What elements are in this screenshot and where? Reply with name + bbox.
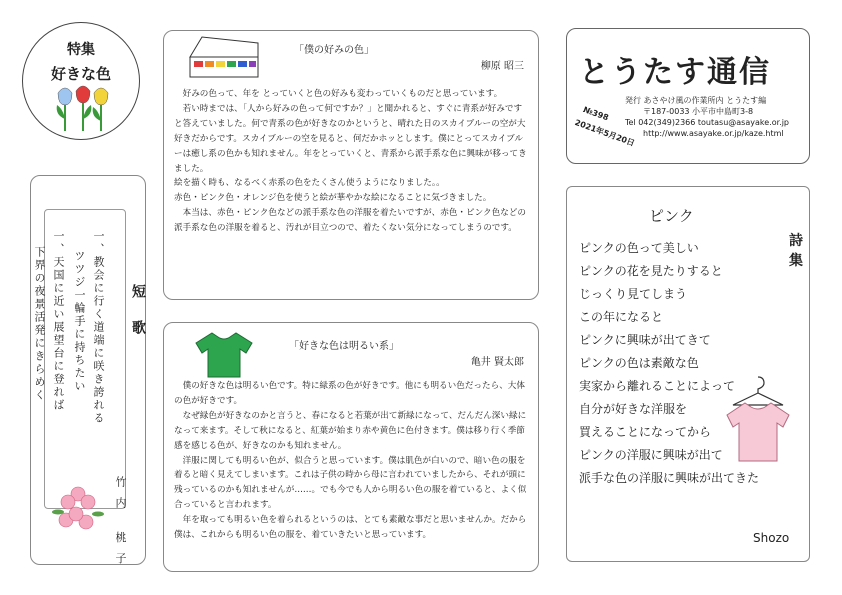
issue-number: №398 xyxy=(581,105,610,123)
poem-signature: Shozo xyxy=(753,531,790,545)
tanka-line: 下界の夜景活発にきらめく xyxy=(33,246,46,402)
azalea-flower-icon xyxy=(52,484,104,534)
essay-author: 柳原 昭三 xyxy=(480,61,524,72)
essay-title: 「僕の好みの色」 xyxy=(294,45,374,56)
feature-badge xyxy=(22,22,140,140)
poem-title: ピンク xyxy=(649,207,694,225)
essay-paragraph: 僕の好きな色は明るい色です。特に緑系の色が好きです。他にも明るい色だったら、大体の色が好きです。 xyxy=(174,381,525,406)
poem-section xyxy=(566,186,810,562)
essay-paragraph: 若い時までは、「人から好みの色って何ですか？」と聞かれると、すぐに青系が好みですと答えていました。何で青系の色が好きなのかというと、晴れた日のスカイブルーの空が大好きだからです。スカイブルーの空を見ると、何だかホッとします。僕にとってスカイブルーは癒し系の色かも知れません。年をとっていくと、青系から派手系な色に興味が移ってきました。 xyxy=(174,103,527,174)
issue-date: 2021年5月20日 xyxy=(573,117,636,148)
tanka-author: 竹内 桃子 xyxy=(114,476,127,574)
poem-line: 自分が好きな洋服を xyxy=(579,402,688,416)
poem-line: ピンクの花を見たりすると xyxy=(579,264,723,278)
essay-body xyxy=(174,379,530,543)
essay-paragraph: 本当は、赤色・ピンク色などの派手系な色の洋服を着たいですが、赤色・ピンク色などの派手系な色の洋服を着ると、汚れが目立つので、着たくない気分になってしまうのです。 xyxy=(174,208,527,234)
essay-body xyxy=(174,87,530,236)
poem-line: ピンクの色って美しい xyxy=(579,241,699,255)
essay-paragraph: 赤色・ピンク色・オレンジ色を使うと絵が華やかな絵になることに気づきました。 xyxy=(174,193,492,204)
essay-paragraph: 洋服に関しても明るい色が、似合うと思っています。僕は肌色が白いので、暗い色の服を着ると暗く見えてしまいます。これは子供の時から母に言われていましたから、それが頭に残っているのかも知れませんが……。でも今でも人から明るい色の服を着ていると、よく似合っていると言われます。 xyxy=(174,455,527,511)
tanka-label: 短歌 xyxy=(130,284,146,356)
publisher-info xyxy=(625,95,805,139)
essay-paragraph: 絵を描く時も、なるべく赤系の色をたくさん使うようになりました。。 xyxy=(174,178,445,189)
tanka-line: 一、教会に行く道端に咲き誇れる xyxy=(92,230,105,425)
poem-line: 派手な色の洋服に興味が出てきた xyxy=(579,471,760,485)
paint-palette-icon xyxy=(188,35,262,81)
poem-line: ピンクに興味が出てきて xyxy=(579,333,711,347)
newsletter-title: とうたす通信 xyxy=(579,55,771,90)
essay-paragraph: 好みの色って、年を とっていくと色の好みも変わっていくものだと思っています。 xyxy=(182,89,503,99)
essay-paragraph: 年を取っても明るい色を着られるというのは、とても素敵な事だと思いませんか。だから僕は、これからも明るい色の服を、着ていきたいと思っています。 xyxy=(174,515,527,541)
essay-title: 「好きな色は明るい系」 xyxy=(289,341,399,352)
poem-line: この年になると xyxy=(579,310,664,324)
newsletter-masthead xyxy=(566,28,810,164)
pink-shirt-on-hanger-icon xyxy=(723,373,793,465)
green-tshirt-icon xyxy=(194,331,254,379)
poem-kind-label: 詩集 xyxy=(789,233,803,269)
essay-author: 亀井 賢太郎 xyxy=(470,357,524,368)
essay-paragraph: なぜ緑色が好きなのかと言うと、春になると若葉が出て新緑になって、だんだん深い緑になって来ます。そして秋になると、紅葉が始まり赤や黄色に色付きます。僕は移り行く季節感を感じる色が、好きなのかも知れません。 xyxy=(174,410,527,451)
poem-line: 買えることになってから xyxy=(579,425,712,439)
tel-line: Tel 042(349)2366 toutasu@asayake.or.jp xyxy=(625,118,789,127)
essay-favorite-color xyxy=(163,30,539,300)
tulips-illustration xyxy=(53,85,113,133)
tanka-line: 一、天国に近い展望台に登れば xyxy=(52,230,65,412)
poem-line: 実家から離れることによって xyxy=(579,379,736,393)
badge-subtitle: 好きな色 xyxy=(50,65,111,83)
tanka-line: ツツジ一輪手に持ちたい xyxy=(73,250,86,393)
poem-line: ピンクの色は素敵な色 xyxy=(579,356,699,370)
essay-bright-colors xyxy=(163,322,539,572)
badge-title: 特集 xyxy=(67,42,95,58)
poem-line: じっくり見てしまう xyxy=(579,287,688,301)
poem-line: ピンクの洋服に興味が出て xyxy=(579,448,723,462)
publisher-line: 発行 あさやけ風の作業所内 とうたす編 xyxy=(625,96,767,105)
address-line: 〒187-0033 小平市中島町3-8 xyxy=(643,107,754,116)
url-link[interactable]: http://www.asayake.or.jp/kaze.html xyxy=(643,129,784,138)
